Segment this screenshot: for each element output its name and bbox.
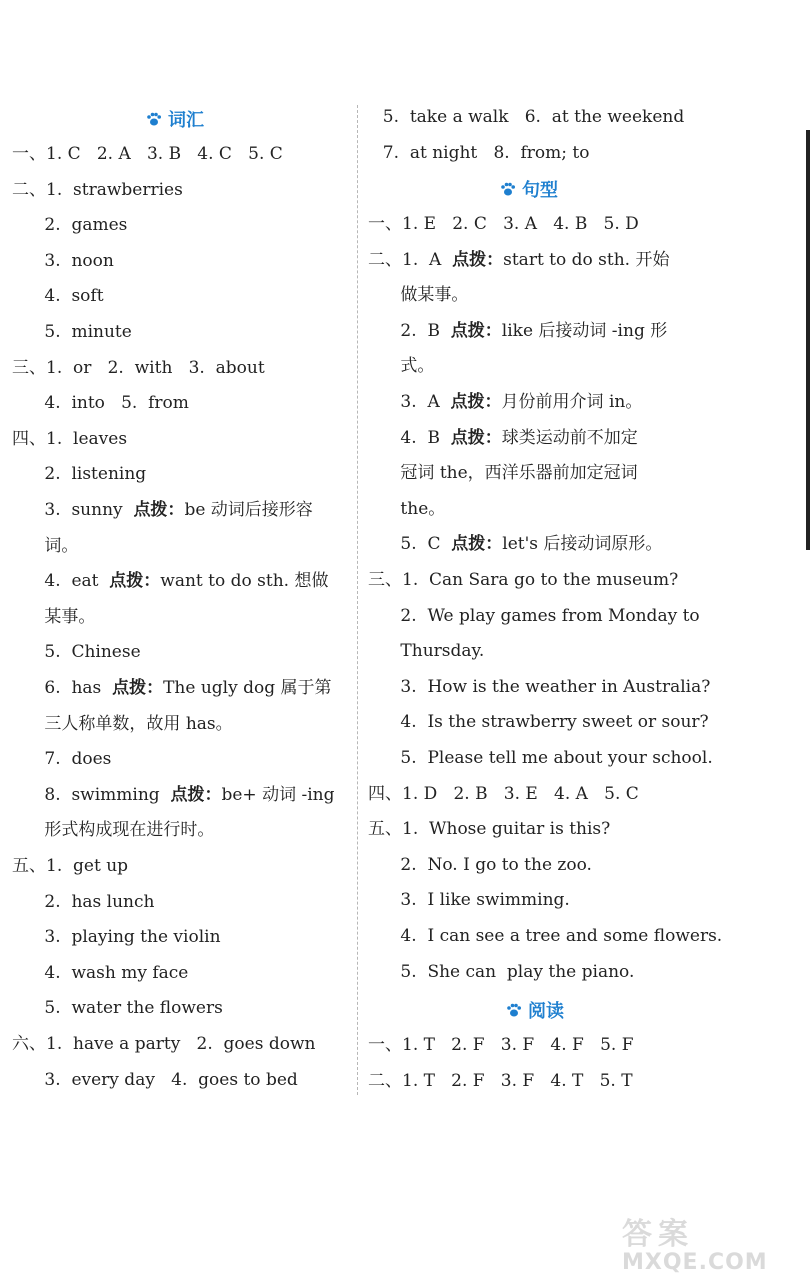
answer-line [12,499,313,521]
answer-line [368,711,709,733]
answer-line [12,1069,298,1091]
answer-line [368,640,484,662]
section-title-sentence-label: 句型 [522,180,558,201]
answer-text: 3. sunny [12,500,134,520]
answer-line [368,533,662,555]
answer-text: 词。 [12,535,79,556]
answer-text: 4. soft [12,286,104,307]
answer-text: 形式构成现在进行时。 [12,820,215,841]
hint-label: 点拨： [170,784,222,805]
hint-label: 点拨： [451,534,503,555]
answer-line [368,1070,633,1092]
answer-line [12,784,335,806]
answer-text: 四、1. leaves [12,428,128,449]
answer-line [368,569,678,591]
hint-text: like 后接动词 -ing 形 [501,320,668,341]
answer-text: 6. has [12,678,113,698]
answer-text: the。 [368,498,446,519]
answer-text: 三人称单数，故用 has。 [12,713,233,734]
answer-line [368,249,669,271]
hint-label: 点拨： [452,249,504,270]
hint-text: be+ 动词 -ing [221,784,335,805]
answer-line [12,285,104,307]
answer-line [368,818,610,840]
answer-text: 3. playing the violin [12,927,221,948]
answer-text: 一、1. T 2. F 3. F 4. F 5. F [368,1035,634,1055]
answer-line [12,606,95,628]
answer-text: 3. noon [12,250,114,271]
hint-text: be 动词后接形容 [184,500,313,520]
watermark-bottom: MXQE.COM [622,1250,768,1275]
watermark-top: 答案 [622,1217,694,1252]
paw-icon [146,111,162,127]
answer-line [12,321,132,343]
answer-text: 五、1. Whose guitar is this? [368,819,611,840]
answer-text: 5. C [368,534,452,555]
answer-line [12,748,111,770]
answer-line [368,961,634,983]
answer-text: 2. No. I go to the zoo. [368,854,592,875]
answer-line [12,641,141,663]
answer-text: 3. every day 4. goes to bed [12,1069,298,1090]
section-title-vocab [146,106,204,132]
answer-text: 5. Please tell me about your school. [368,748,713,768]
answer-text: 2. B [368,320,451,341]
hint-label: 点拨： [450,392,502,412]
answer-text: 5. take a walk 6. at the weekend [372,107,685,127]
answer-line [12,357,265,379]
answer-line [368,783,639,805]
column-divider [357,105,358,1095]
hint-label: 点拨： [133,500,185,520]
page-edge-shadow [806,130,810,550]
answer-text: 4. into 5. from [12,393,189,414]
answer-text: 4. I can see a tree and some flowers. [368,926,723,946]
answer-text: 2. We play games from Monday to [368,605,700,626]
answer-line [368,1034,633,1056]
answer-text: 二、1. strawberries [12,179,183,200]
answer-text: 二、1. A [368,249,453,270]
answer-text: 三、1. Can Sara go to the museum? [368,570,679,590]
answer-line [12,570,328,592]
answer-text: 7. does [12,749,112,770]
section-title-reading [506,997,564,1023]
answer-line [12,179,183,201]
answer-text: 四、1. D 2. B 3. E 4. A 5. C [368,783,639,804]
answer-text: 7. at night 8. from; to [372,142,590,163]
answer-line [368,391,642,413]
answer-text: 4. B [368,427,451,448]
answer-line [12,677,332,699]
answer-text: 六、1. have a party 2. goes down [12,1034,316,1054]
answer-text: 二、1. T 2. F 3. F 4. T 5. T [368,1070,633,1091]
hint-text: want to do sth. 想做 [160,571,329,592]
answer-line [368,355,434,377]
hint-text: The ugly dog 属于第 [163,678,332,698]
answer-text: 式。 [368,356,435,377]
answer-text: 一、1. C 2. A 3. B 4. C 5. C [12,144,283,164]
paw-icon [506,1002,522,1018]
answer-line [12,535,78,557]
answer-text: 三、1. or 2. with 3. about [12,357,265,378]
answer-line [368,498,445,520]
answer-line [368,605,700,627]
hint-text: start to do sth. 开始 [503,249,670,270]
answer-text: 3. I like swimming. [368,890,570,911]
hint-text: let's 后接动词原形。 [502,534,663,555]
answer-text: 2. games [12,215,128,236]
answer-text: 5. minute [12,322,132,342]
answer-text: 2. has lunch [12,891,155,912]
answer-line [372,106,684,128]
section-title-vocab-label: 词汇 [168,110,204,131]
answer-line [12,997,223,1019]
answer-text: 冠词 the，西洋乐器前加定冠词 [368,463,638,484]
answer-line [12,392,189,414]
hint-text: 月份前用介词 in。 [501,392,643,412]
hint-label: 点拨： [112,678,164,698]
answer-text: 5. water the flowers [12,998,223,1019]
answer-line [368,320,667,342]
answer-text: 五、1. get up [12,856,129,876]
answer-line [12,891,154,913]
answer-line [12,428,127,450]
answer-line [368,462,638,484]
paw-icon [500,181,516,197]
section-title-reading-label: 阅读 [528,1001,564,1022]
watermark [622,1218,802,1274]
answer-line [12,855,128,877]
answer-line [368,213,639,235]
answer-text: 3. How is the weather in Australia? [368,676,711,697]
section-title-sentence [500,176,558,202]
answer-line [368,747,713,769]
answer-text: 4. eat [12,571,110,592]
answer-line [12,713,233,735]
answer-text: 一、1. E 2. C 3. A 4. B 5. D [368,214,639,234]
answer-text: 5. She can play the piano. [368,961,635,982]
answer-text: 3. A [368,392,451,412]
answer-line [12,819,214,841]
answer-line [368,284,468,306]
answer-line [368,676,710,698]
answer-text: 4. Is the strawberry sweet or sour? [368,712,709,733]
answer-text: 5. Chinese [12,642,141,663]
hint-label: 点拨： [450,427,502,448]
answer-line [368,854,592,876]
answer-line [12,962,188,984]
answer-line [12,214,127,236]
answer-text: 某事。 [12,606,96,627]
answer-text: Thursday. [368,641,485,662]
answer-line [12,926,221,948]
hint-label: 点拨： [109,571,161,592]
hint-label: 点拨： [450,320,502,341]
hint-text: 球类运动前不加定 [501,427,638,448]
answer-line [368,925,722,947]
answer-text: 做某事。 [368,285,469,306]
answer-text: 2. listening [12,464,147,485]
answer-line [12,1033,315,1055]
answer-line [12,463,146,485]
answer-line [368,427,638,449]
answer-text: 8. swimming [12,784,171,805]
answer-line [368,889,570,911]
answer-line [372,142,589,164]
answer-line [12,143,283,165]
answer-text: 4. wash my face [12,962,189,983]
answer-line [12,250,114,272]
